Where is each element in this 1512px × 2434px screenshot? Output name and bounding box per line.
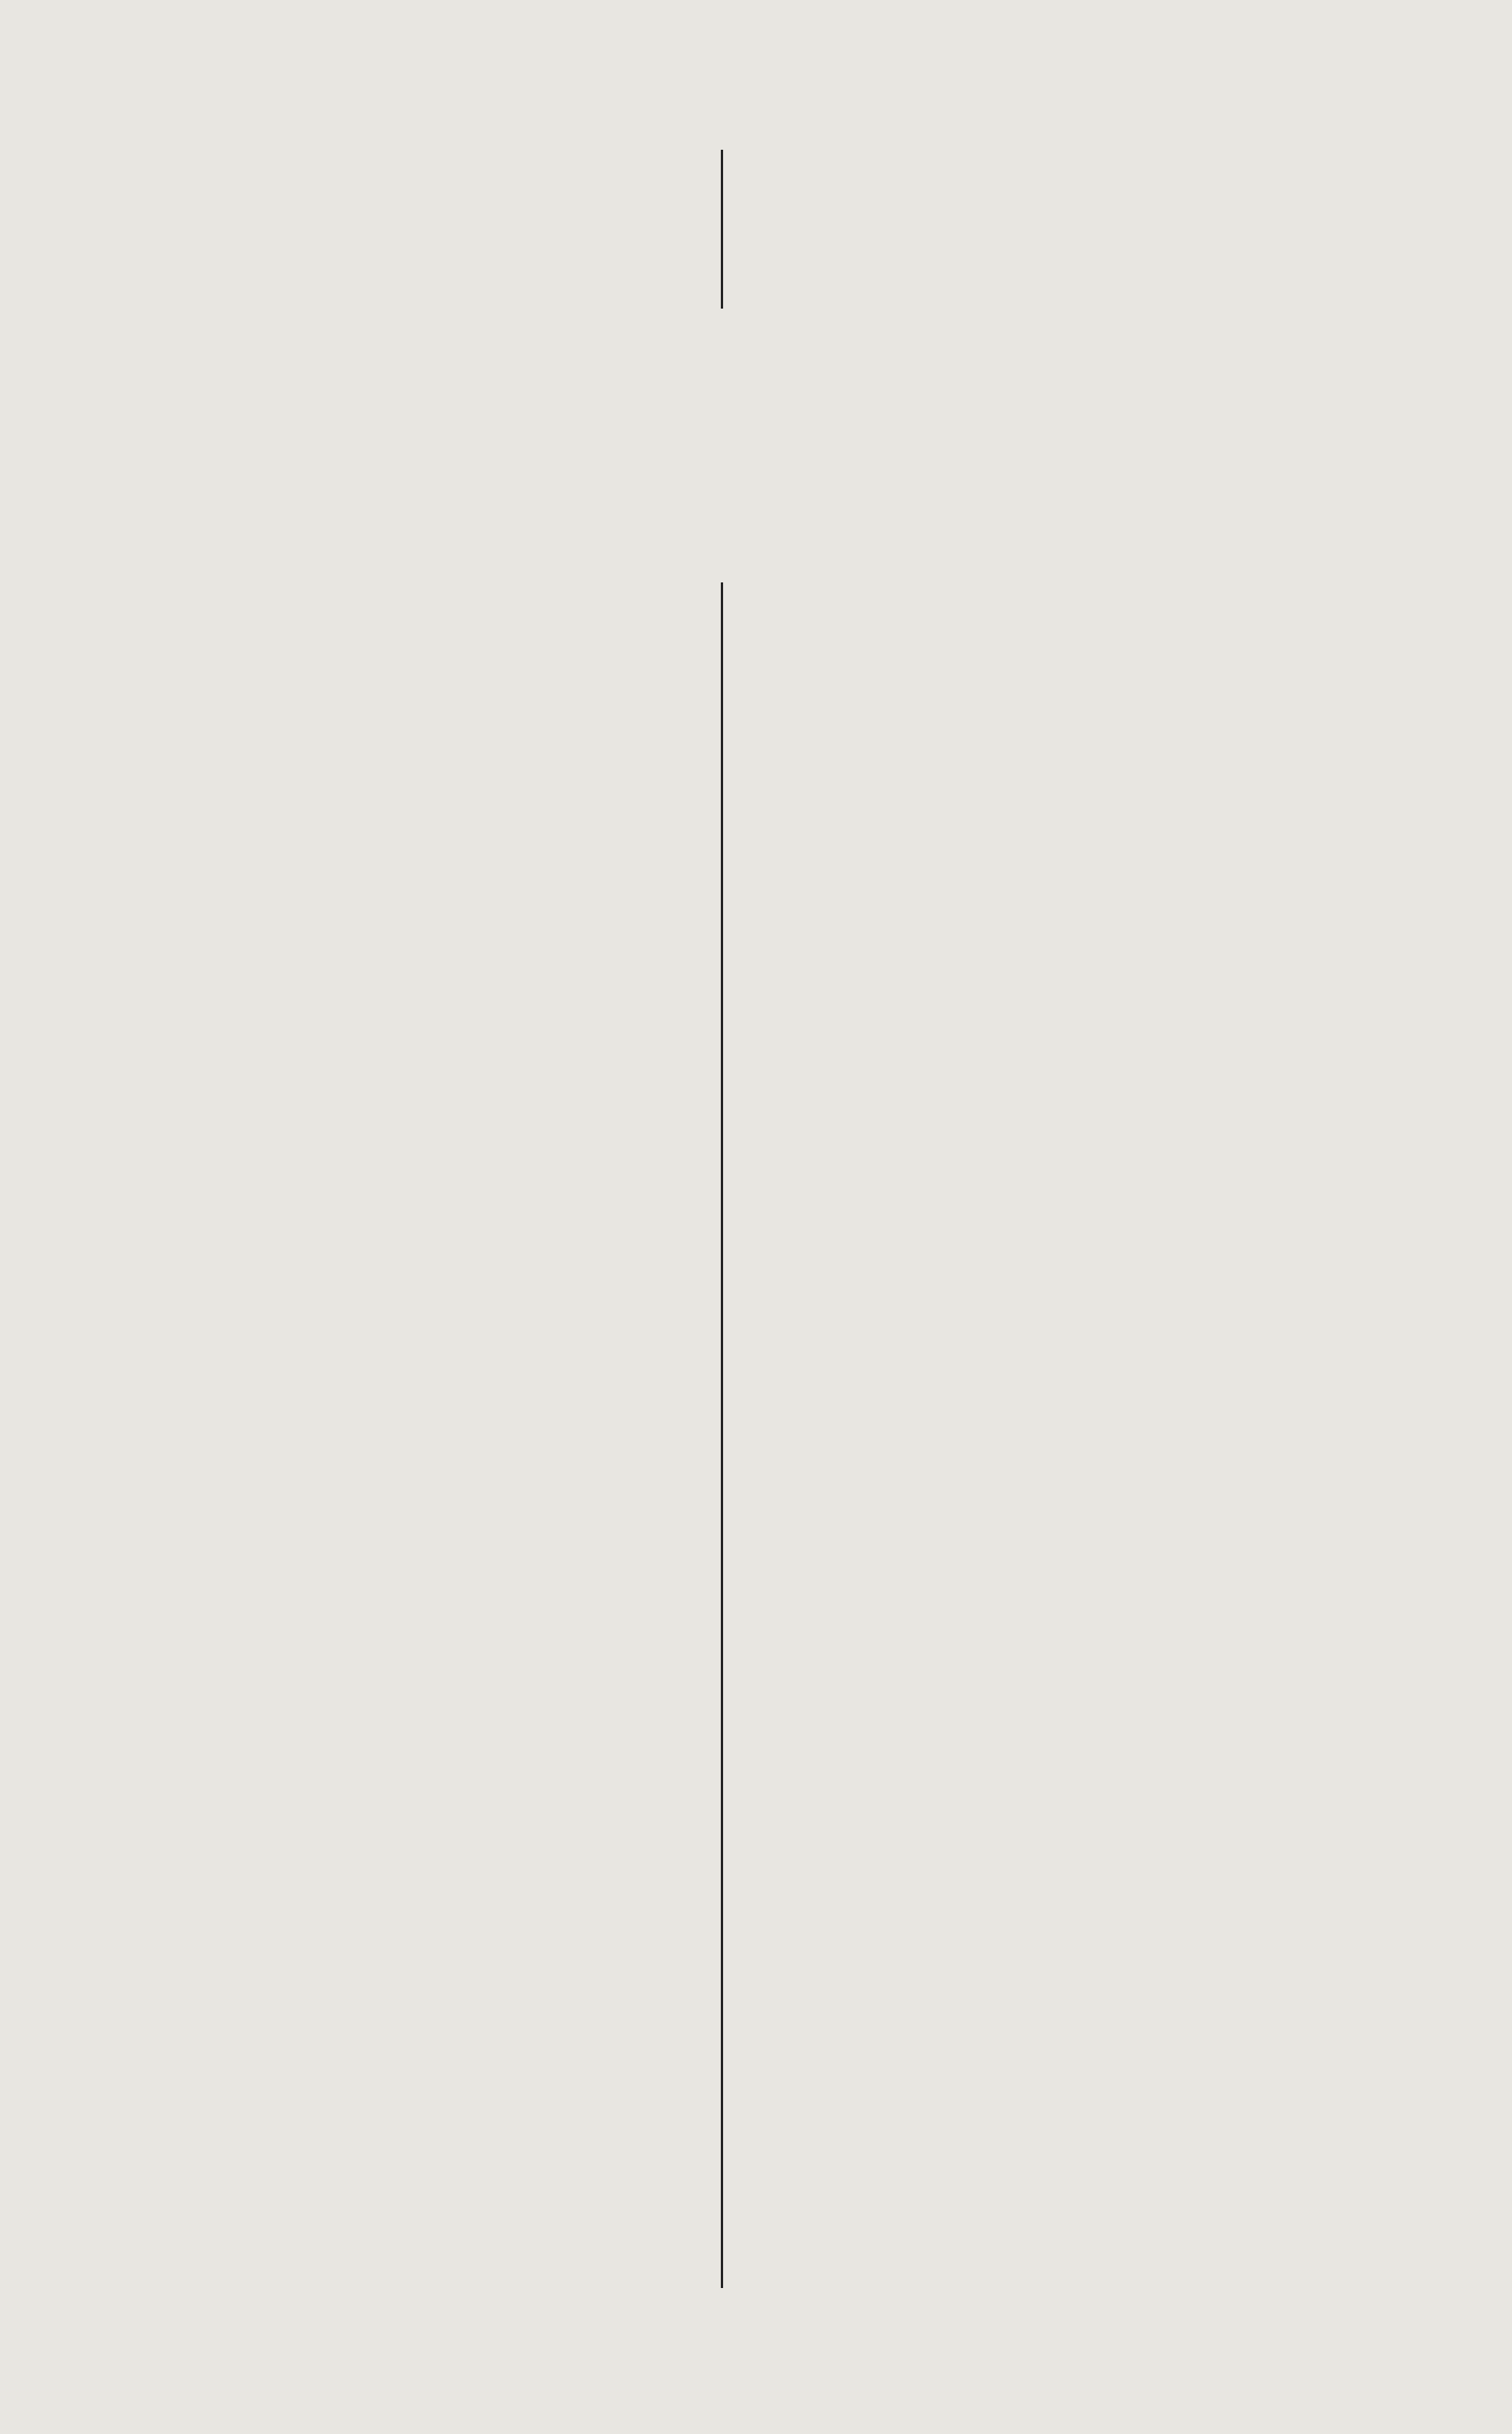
top-column-rule <box>721 150 723 309</box>
main-column-rule <box>721 582 723 2288</box>
running-head <box>0 62 1512 115</box>
